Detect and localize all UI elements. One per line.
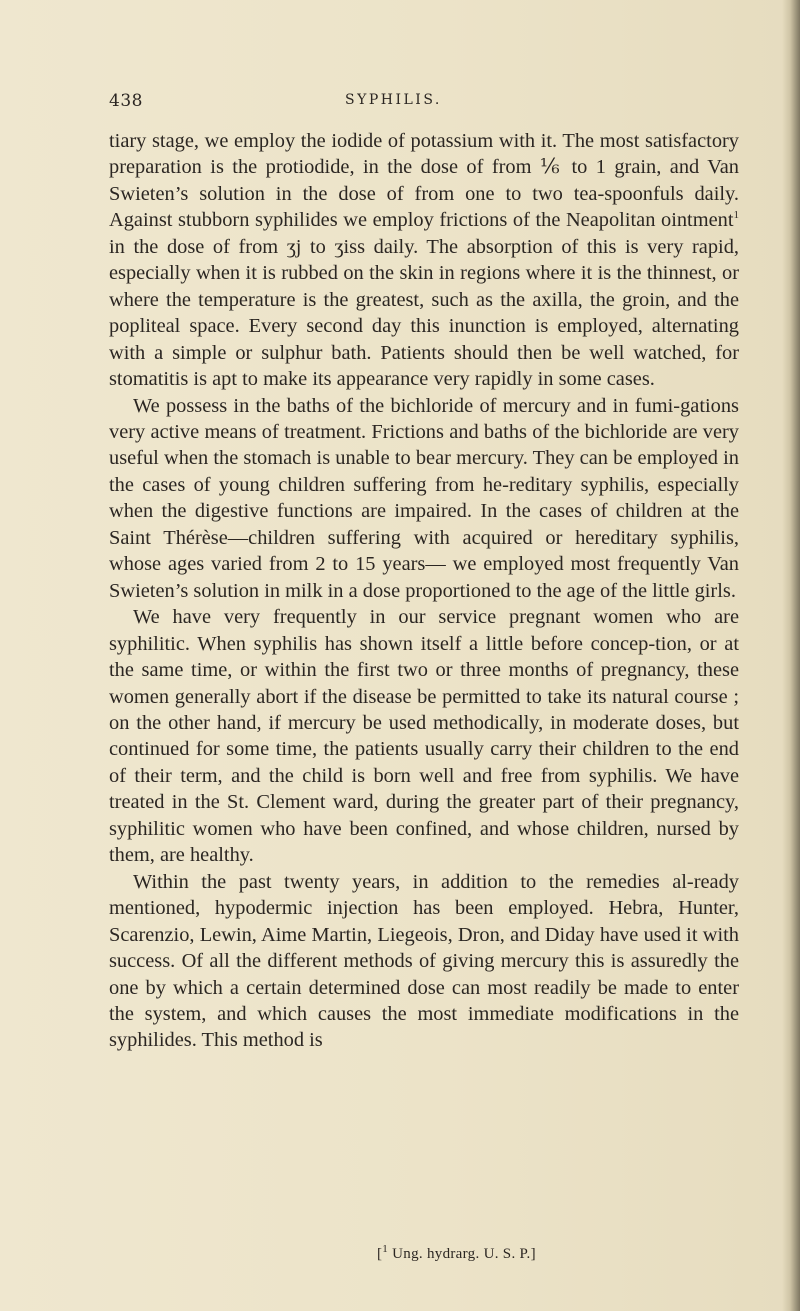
paragraph-3: We have very frequently in our service pregnant women who are syphilitic. When syphilis has shown itself a little before concep-tion, or at the same time, or within the first two or three months of pregnancy, these women generally abort if the disease be permitted to take its natural course ; on the other hand, if mercury be used methodically, in moderate doses, but continued for some time, the patients usually carry their children to the end of their term, and the child is born well and free from syphilis. We have treated in the St. Clement ward, during the greater part of their pregnancy, syphilitic women who have been confined, and whose children, nursed by them, are healthy. [109,606,739,867]
footnote-mark: 1 [382,1243,389,1255]
paragraph-4: Within the past twenty years, in addition to the remedies al-ready mentioned, hypodermic injection has been employed. Hebra, Hunter, Scarenzio, Lewin, Aime Martin, Liegeois, Dron, and Diday have used it with success. Of all the different methods of giving mercury this is assuredly the one by which a certain determined dose can most readily be made to enter the system, and which causes the most immediate modifications in the syphilides. This method is [109,870,739,1052]
paragraph-1-text-b: in the dose of from ʒj to ʒiss daily. The absorption of this is very rapid, especially when it is rubbed on the skin in regions where it is the thinnest, or where the temperature is the greatest, such as the axilla, the groin, and the popliteal space. Every second day this inunction is employed, alternating with a simple or sulphur bath. Patients should then be well watched, for stomatitis is apt to make its appearance very rapidly in some cases. [109,235,739,391]
page-header [109,91,729,113]
paragraph-1-text-a: tiary stage, we employ the iodide of potassium with it. The most satisfactory preparation is the protiodide, in the dose of from ⅙ to 1 grain, and Van Swieten’s solution in the dose of from one to two tea-spoonfuls daily. Against stubborn syphilides we employ frictions of the Neapolitan ointment [109,130,739,232]
running-title: SYPHILIS. [345,92,442,108]
page-number: 438 [109,91,143,111]
footnote-text: Ung. hydrarg. U. S. P.] [388,1246,536,1262]
footnote [377,1243,536,1263]
page-edge-shadow [782,0,800,1311]
body-text [109,128,739,1054]
paragraph-2: We possess in the baths of the bichloride of mercury and in fumi-gations very active means of treatment. Frictions and baths of the bichloride are very useful when the stomach is unable to bear mercury. They can be employed in the cases of young children suffering from he-reditary syphilis, especially when the digestive functions are impaired. In the cases of children at the Saint Thérèse—children suffering with acquired or hereditary syphilis, whose ages varied from 2 to 15 years— we employed most frequently Van Swieten’s solution in milk in a dose proportioned to the age of the little girls. [109,394,739,602]
paragraph-1 [109,128,739,393]
footnote-bracket: [ [377,1246,383,1262]
footnote-reference: 1 [733,209,739,222]
